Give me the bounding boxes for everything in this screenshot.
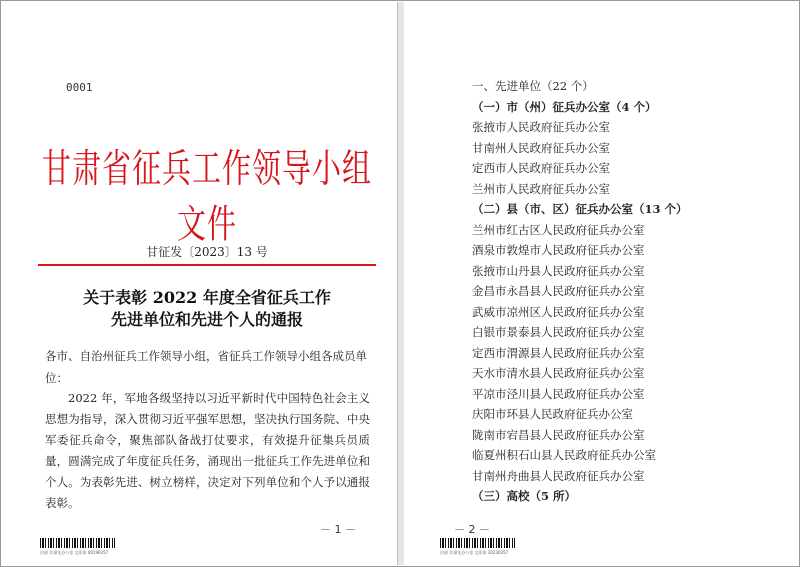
list-item: 定西市人民政府征兵办公室 xyxy=(472,161,610,175)
body-paragraph-text: 2022 年，军地各级坚持以习近平新时代中国特色社会主义思想为指导，深入贯彻习近平强军思想，坚决执行国务院、中央军委征兵命令，聚焦部队备战打仗要求，有效提升征集兵员质量，圆满完成了年度征兵任务，涌现出一批征兵工作先进单位和个人。为表彰先进、树立榜样，决定对下列单位和个人予以通报表彰。 xyxy=(45,391,370,510)
list-item: 定西市渭源县人民政府征兵办公室 xyxy=(472,345,645,360)
page-number: － 1 － xyxy=(320,523,356,536)
issue-number: 甘征发〔2023〕13 号 xyxy=(146,245,268,259)
notice-title-line-2: 先进单位和先进个人的通报 xyxy=(110,310,303,329)
barcode-image xyxy=(440,538,515,548)
right-page xyxy=(404,2,798,565)
document-serial-number: 0001 xyxy=(66,81,93,94)
barcode-image xyxy=(40,538,115,548)
barcode-caption: 内部 甘肃先办公室 文印本 20230357 xyxy=(440,550,509,555)
list-item: 天水市清水县人民政府征兵办公室 xyxy=(472,366,645,380)
list-item: 兰州市人民政府征兵办公室 xyxy=(472,181,610,196)
salutation-line-1: 各市、自治州征兵工作领导小组，省征兵工作领导小组各成员单 xyxy=(45,349,367,363)
list-item: 张掖市人民政府征兵办公室 xyxy=(472,120,610,134)
barcode-caption: 内部 甘肃先办公室 文印本 00190357 xyxy=(40,550,109,555)
list-item: 兰州市红古区人民政府征兵办公室 xyxy=(472,222,645,237)
notice-title xyxy=(42,287,372,331)
salutation-line-2: 位： xyxy=(45,371,68,385)
subsection-heading-county: （二）县（市、区）征兵办公室（13 个） xyxy=(472,202,688,216)
red-header-title: 甘肃省征兵工作领导小组文件 xyxy=(42,145,373,247)
list-item: 陇南市宕昌县人民政府征兵办公室 xyxy=(472,427,645,442)
list-item: 酒泉市敦煌市人民政府征兵办公室 xyxy=(472,243,645,257)
notice-title-line-1: 关于表彰 2022 年度全省征兵工作 xyxy=(83,288,331,307)
body-paragraph xyxy=(45,388,370,514)
list-item: 张掖市山丹县人民政府征兵办公室 xyxy=(472,263,645,278)
list-item: 临夏州积石山县人民政府征兵办公室 xyxy=(472,448,656,462)
list-item: 金昌市永昌县人民政府征兵办公室 xyxy=(472,284,645,298)
list-item: 甘南州舟曲县人民政府征兵办公室 xyxy=(472,468,645,483)
list-item: 平凉市泾川县人民政府征兵办公室 xyxy=(472,386,645,401)
list-item: 庆阳市环县人民政府征兵办公室 xyxy=(472,407,633,421)
section-heading: 一、先进单位（22 个） xyxy=(472,79,594,93)
subsection-heading-universities: （三）高校（5 所） xyxy=(472,489,577,503)
list-item: 白银市景泰县人民政府征兵办公室 xyxy=(472,325,645,339)
list-item: 甘南州人民政府征兵办公室 xyxy=(472,140,610,155)
list-item: 武威市凉州区人民政府征兵办公室 xyxy=(472,304,645,319)
left-page xyxy=(2,2,396,565)
red-divider-line xyxy=(38,264,376,266)
page-number: － 2 － xyxy=(454,523,490,536)
advanced-units-list xyxy=(472,76,752,507)
salutation xyxy=(45,345,370,389)
subsection-heading-city: （一）市（州）征兵办公室（4 个） xyxy=(472,99,657,114)
